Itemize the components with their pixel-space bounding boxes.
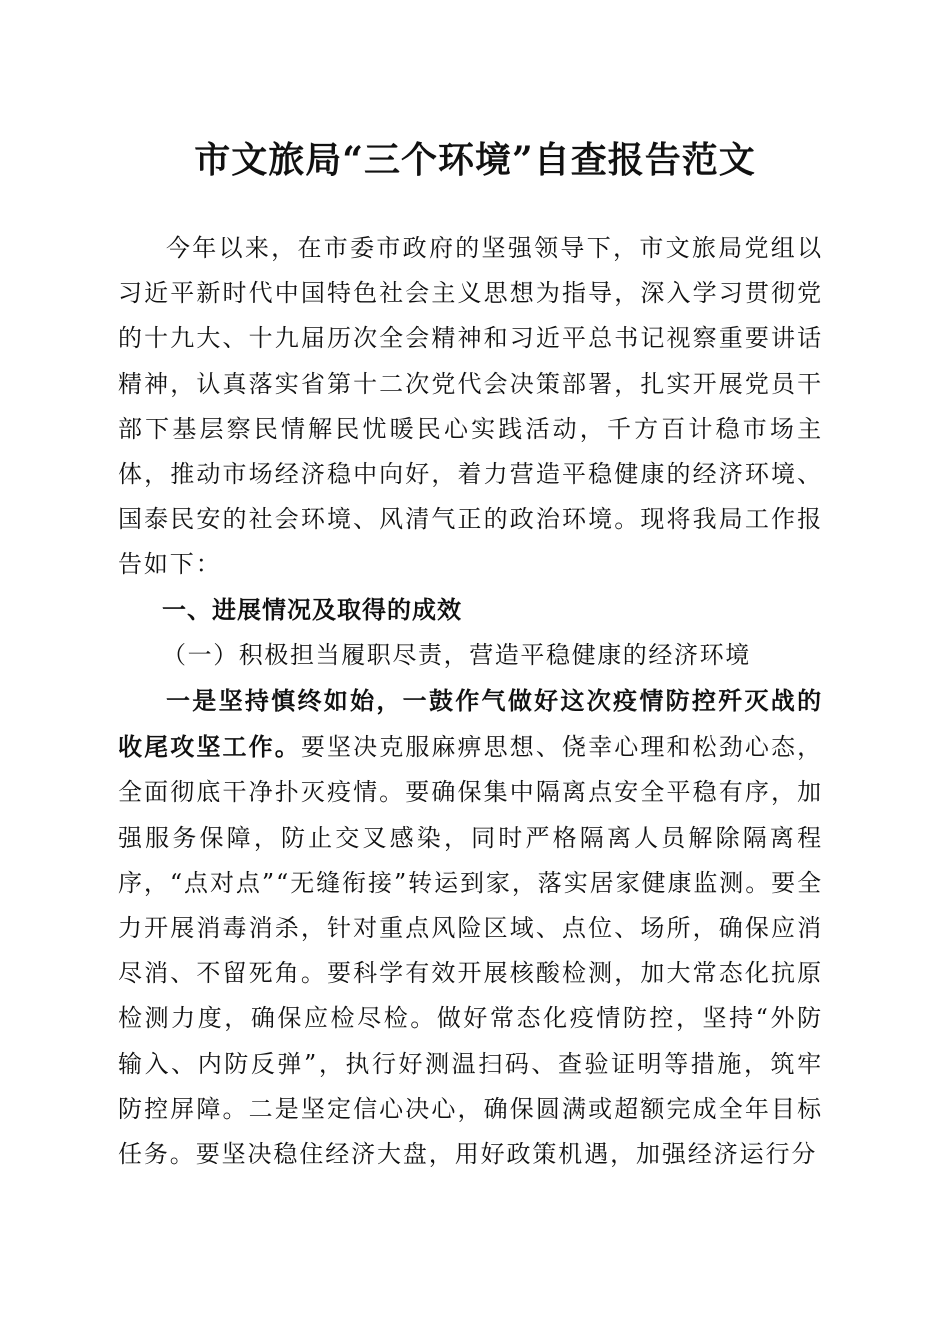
point-1-body: 要坚决克服麻痹思想、侥幸心理和松劲心态，全面彻底干净扑灭疫情。要确保集中隔离点安全平稳有序，加强服务保障，防止交叉感染，同时严格隔离人员解除隔离程序，“点对点”“无缝衔接”转运到家，落实居家健康监测。要全力开展消毒消杀，针对重点风险区域、点位、场所，确保应消尽消、不留死角。要科学有效开展核酸检测，加大常态化抗原检测力度，确保应检尽检。做好常态化疫情防控，坚持“外防输入、内防反弹”，执行好测温扫码、查验证明等措施，筑牢防控屏障。 <box>118 733 823 1123</box>
point-2-body: 要坚决稳住经济大盘，用好政策机遇，加强经济运行分 <box>195 1140 818 1169</box>
intro-paragraph: 今年以来，在市委市政府的坚强领导下，市文旅局党组以习近平新时代中国特色社会主义思想为指导，深入学习贯彻党的十九大、十九届历次全会精神和习近平总书记视察重要讲话精神，认真落实省第十二次党代会决策部署，扎实开展党员干部下基层察民情解民忧暖民心实践活动，千方百计稳市场主体，推动市场经济稳中向好，着力营造平稳健康的经济环境、国泰民安的社会环境、风清气正的政治环境。现将我局工作报告如下： <box>118 234 823 579</box>
document-body <box>118 226 823 1177</box>
section-heading: 一、进展情况及取得的成效 <box>162 595 462 624</box>
point-1-lead: 一是坚持慎终如始，一鼓作气做好这次疫情防控歼灭战的收尾攻坚工作。 <box>118 686 823 762</box>
document-title: 市文旅局“三个环境”自查报告范文 <box>194 139 756 181</box>
body-paragraph <box>118 678 823 1177</box>
point-2-lead: 二是坚定信心决心，确保圆满或超额完成全年目标任务。 <box>118 1094 823 1169</box>
subsection-heading: （一）积极担当履职尽责，营造平稳健康的经济环境 <box>162 640 751 669</box>
